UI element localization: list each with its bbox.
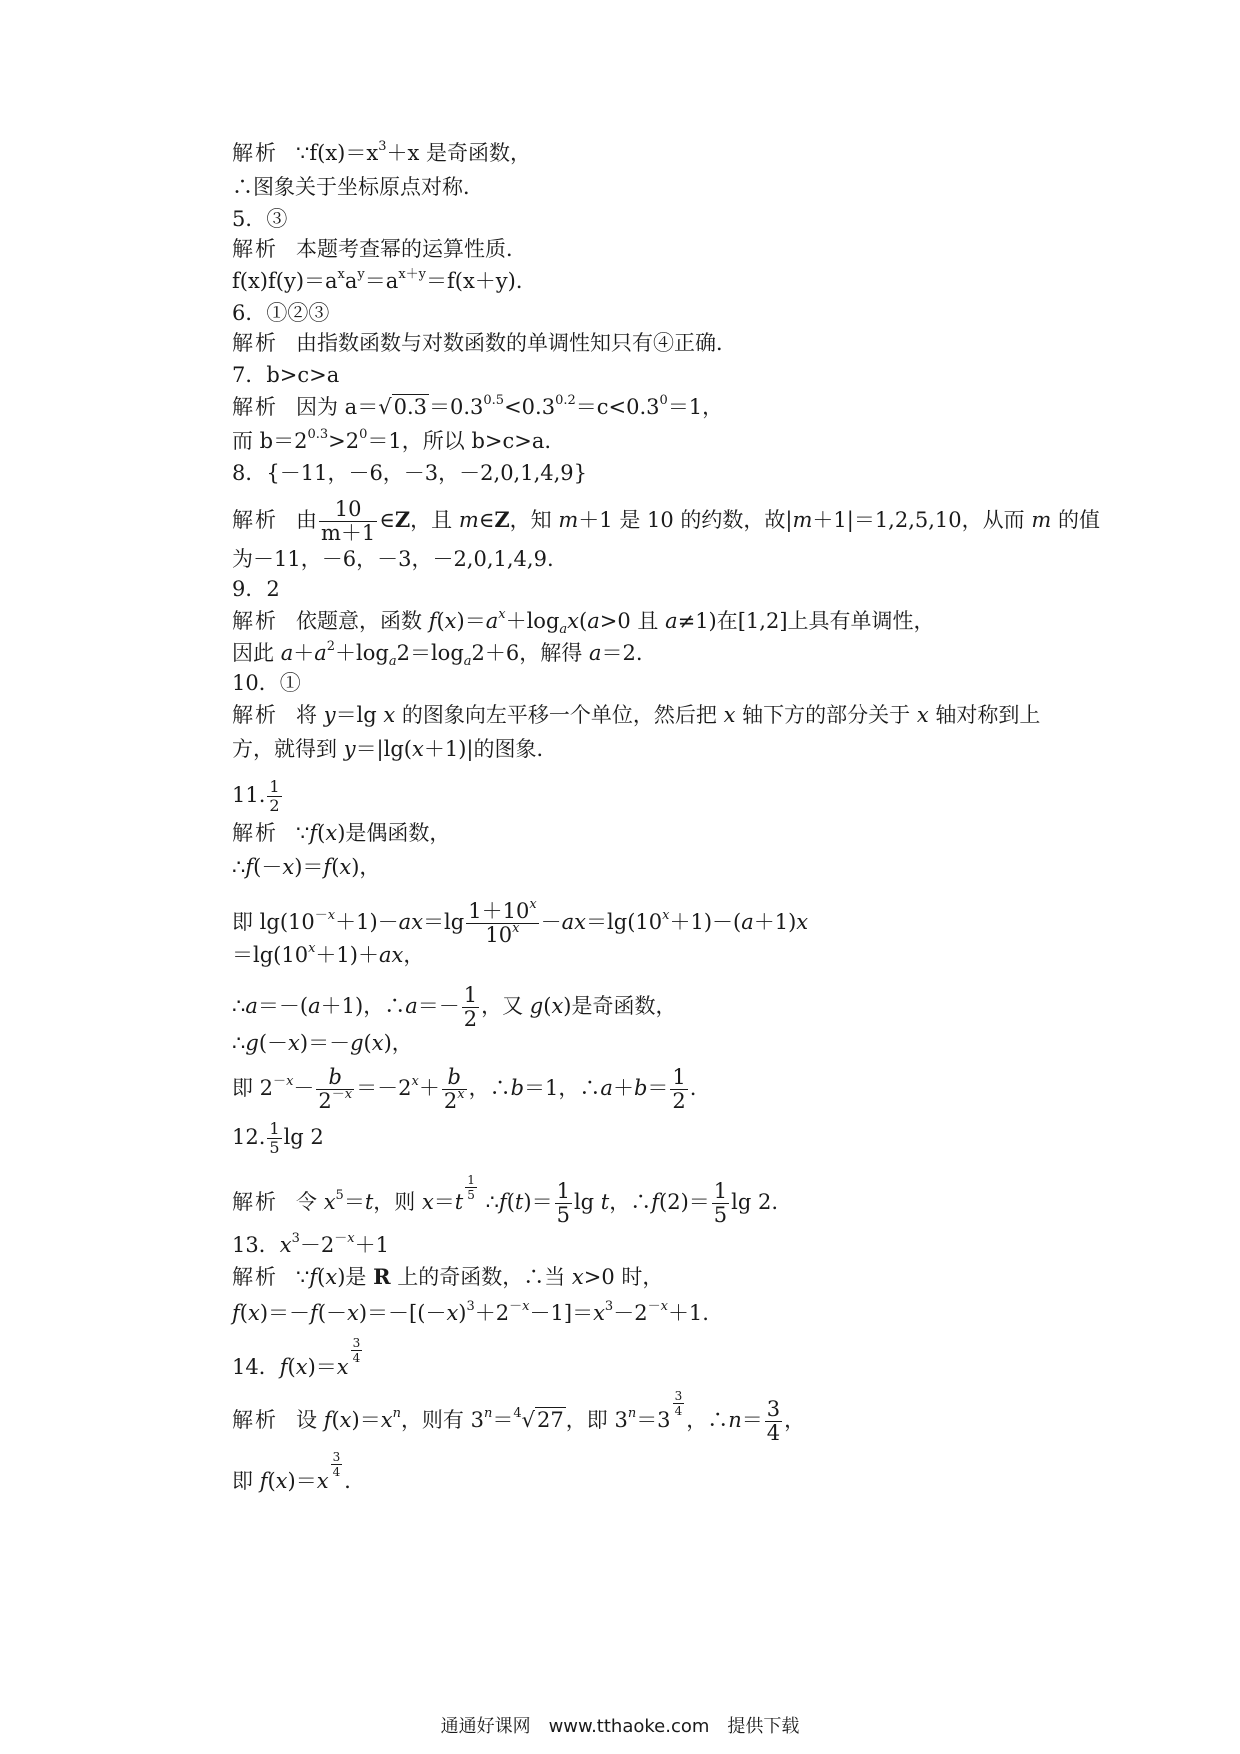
line-26: ∴g(－x)＝－g(x)， bbox=[232, 1031, 413, 1055]
line-29: 解析 令 $x^5=t$，则 x＝t $^{\frac{1}{5}}$ ∴f(t)＝ $\frac{1}{5}$ lg t，∴f(2)＝ $\frac{1}{5}$ lg 2. bbox=[232, 1173, 779, 1227]
line-12: 解析 由 $\frac{10}{m+1}$ ∈Z，且 m∈Z，知 m＋1 是 10 的约数，故|m＋1|＝1,2,5,10，从而 m 的值 bbox=[232, 497, 1100, 545]
line-22: ∴f(－x)＝f(x)， bbox=[232, 855, 381, 879]
line-13: 为－11，－6，－3，－2,0,1,4,9. bbox=[232, 547, 554, 571]
answer-12: 12. $\frac{1}{5}$ lg 2 bbox=[232, 1119, 324, 1157]
line-18: 解析 将 y＝lg x 的图象向左平移一个单位，然后把 x 轴下方的部分关于 x 轴对称到上 bbox=[232, 703, 1041, 727]
answer-10: 10．① bbox=[232, 671, 301, 695]
line-16: 因此 $a+a^2+\log_a2=\log_a2+6$，解得 a＝2. bbox=[232, 639, 643, 670]
line-5: $f(x)f(y)=a^xa^y=a^{x+y}=f(x+y)$． bbox=[232, 267, 537, 293]
line-34: 解析 设 $f(x)=x^n$，则有 $3^n=^4√27$，即 $3^n=3$ $^{\frac{3}{4}}$ ，∴n＝ $\frac{3}{4}$ ， bbox=[232, 1389, 806, 1445]
line-19: 方，就得到 y＝|lg(x＋1)|的图象． bbox=[232, 737, 558, 761]
line-35: 即 f(x)＝x $^{\frac{3}{4}}$ ． bbox=[232, 1450, 366, 1493]
answer-6: 6．①②③ bbox=[232, 301, 330, 325]
page-footer: 通通好课网 www.tthaoke.com 提供下载 bbox=[440, 1716, 800, 1737]
answer-14: 14．f(x)＝x $^{\frac{3}{4}}$ bbox=[232, 1336, 361, 1379]
line-2: ∴图象关于坐标原点对称． bbox=[232, 175, 484, 199]
answer-13: 13．$x^3-2^{-x}+1$ bbox=[232, 1231, 389, 1257]
line-27: 即 $2^{-x}-$ $\frac{b}{2^{-x}}$ $=-2^x+$ $\frac{b}{2^x}$ ，∴b＝1，∴a＋b＝ $\frac{1}{2}$ . bbox=[232, 1065, 697, 1113]
line-7: 解析 由指数函数与对数函数的单调性知只有④正确． bbox=[232, 331, 737, 355]
answer-8: 8．{－11，－6，－3，－2,0,1,4,9} bbox=[232, 461, 588, 485]
line-1: 解析 $\because f(x)=x^3+x$ 是奇函数， bbox=[232, 139, 532, 165]
answer-9: 9．2 bbox=[232, 577, 280, 601]
answer-5: 5．③ bbox=[232, 207, 288, 231]
line-25: ∴a＝－(a＋1)，∴a＝－ $\frac{1}{2}$ ，又 g(x)是奇函数， bbox=[232, 983, 677, 1031]
line-24: $=\lg(10^x+1)+ax$， bbox=[232, 941, 425, 967]
line-15: 解析 依题意，函数 $f(x)=a^x+\log_ax(a>0$ 且 a≠1)在[1,2]上具有单调性， bbox=[232, 607, 935, 638]
answer-7: 7．b>c>a bbox=[232, 363, 340, 387]
answer-11: 11. $\frac{1}{2}$ bbox=[232, 777, 280, 815]
line-21: 解析 ∵f(x)是偶函数， bbox=[232, 821, 451, 845]
line-4: 解析 本题考查幂的运算性质． bbox=[232, 237, 527, 261]
line-31: 解析 ∵f(x)是 R 上的奇函数，∴当 x>0 时， bbox=[232, 1264, 664, 1289]
line-9: 解析 因为 $a=√0.3=0.3^{0.5}<0.3^{0.2}=c<0.3^0=1$， bbox=[232, 393, 724, 419]
line-10: 而 $b=2^{0.3}>2^0=1$，所以 b>c>a. bbox=[232, 427, 552, 453]
line-23: 即 $\lg(10^{-x}+1)-ax=\lg$ $\frac{1+10^x}{10^x}$ $-ax=\lg(10^x+1)-(a+1)x$ bbox=[232, 897, 809, 947]
line-32: $f(x)=-f(-x)=-[(-x)^3+2^{-x}-1]=x^3-2^{-x}+1$. bbox=[232, 1299, 709, 1325]
